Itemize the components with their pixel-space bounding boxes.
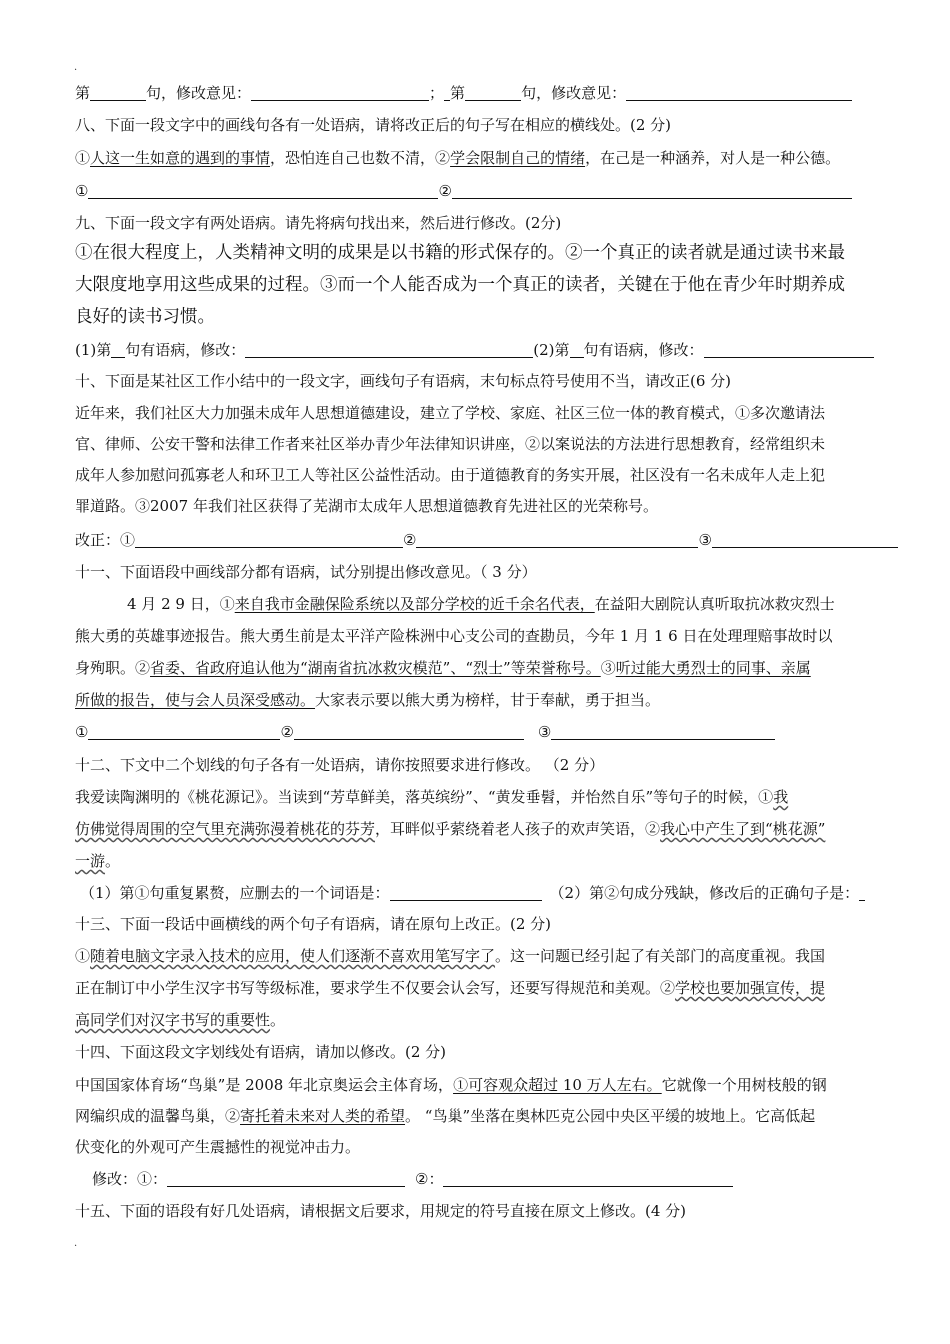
underlined-sentence: 人这一生如意的遇到的事情 [90,149,271,167]
q10-passage-line: 近年来，我们社区大力加强未成年人思想道德建设，建立了学校、家庭、社区三位一体的教育模式，①多次邀请法 [75,404,826,422]
q12-passage-line: 一游。 [75,852,121,870]
answer-blank[interactable] [88,183,438,199]
q11-passage-line: 所做的报告，使与会人员深受感动。大家表示要以熊大勇为榜样，甘于奉献，勇于担当。 [75,691,661,709]
answer-blank[interactable] [465,85,521,101]
underlined-sentence: 听过能大勇烈士的同事、亲属 [615,659,811,677]
answer-blank[interactable] [551,724,775,740]
q13-passage-line: 正在制订中小学生汉字书写等级标准，要求学生不仅要会认会写，还要写得规范和美观。②学校也要加强宣传，提 [75,979,826,997]
q8-passage: ①人这一生如意的遇到的事情，恐怕连自己也数不清，②学会限制自己的情绪，在己是一种涵养，对人是一种公德。 [75,149,841,167]
answer-blank[interactable] [135,532,403,548]
answer-blank[interactable] [390,885,542,901]
answer-blank[interactable] [452,183,852,199]
q14-answer-line: 修改：①： ②： [92,1169,914,1189]
underlined-sentence: 所做的报告，使与会人员深受感动。 [75,691,316,709]
q12-passage-line: 仿佛觉得周围的空气里充满弥漫着桃花的芬芳，耳畔似乎萦绕着老人孩子的欢声笑语，②我心中产生了到“桃花源” [75,820,826,838]
answer-blank[interactable] [712,532,898,548]
q13-passage-line: ①随着电脑文字录入技术的应用，使人们逐渐不喜欢用笔写字了。这一问题已经引起了有关部门的高度重视。我国 [75,947,826,965]
q15-title: 十五、下面的语段有好几处语病，请根据文后要求，用规定的符号直接在原文上修改。(4 分) [75,1202,687,1220]
q12-title: 十二、下文中二个划线的句子各有一处语病，请你按照要求进行修改。 （2 分） [75,756,605,774]
answer-blank[interactable] [704,342,874,358]
q9-passage-line: 良好的读书习惯。 [75,307,215,327]
underlined-sentence: 高同学们对汉字书写的重要性 [75,1011,271,1029]
q9-answer-line: (1)第 句有语病，修改： (2)第 句有语病，修改： [75,340,914,360]
q14-passage-line: 网编织成的温馨鸟巢，②寄托着未来对人类的希望。 “鸟巢”坐落在奥林匹克公园中央区平缓的坡地上。它高低起 [75,1107,816,1125]
q14-title: 十四、下面这段文字划线处有语病，请加以修改。(2 分) [75,1043,447,1061]
q11-answer-line: ① ② ③ [75,722,914,742]
q10-answer-line: 改正：① ② ③ [75,530,914,550]
bottom-dot: . [74,1238,78,1249]
q14-passage-line: 伏变化的外观可产生震撼性的视觉冲击力。 [75,1138,361,1156]
answer-blank[interactable] [90,85,146,101]
q10-passage-line: 罪道路。③2007 年我们社区获得了芜湖市太成年人思想道德教育先进社区的光荣称号。 [75,497,658,515]
q7-answer-line: 第 句，修改意见： ； 第 句，修改意见： [75,83,914,103]
answer-blank[interactable] [245,342,533,358]
q13-title: 十三、下面一段话中画横线的两个句子有语病，请在原句上改正。(2 分) [75,915,552,933]
q8-answer-line: ① ② [75,181,914,201]
q14-passage-line: 中国国家体育场“鸟巢”是 2008 年北京奥运会主体育场，①可容观众超过 10 万人左右。它就像一个用树枝般的钢 [75,1076,827,1094]
underlined-sentence: ①可容观众超过 10 万人左右。 [453,1076,662,1094]
answer-blank[interactable] [626,85,852,101]
answer-blank[interactable] [111,342,125,358]
underlined-sentence: 学校也要加强宣传，提 [675,979,826,997]
q11-title: 十一、下面语段中画线部分都有语病，试分别提出修改意见。（ 3 分） [75,563,537,581]
q9-passage-line: 大限度地享用这些成果的过程。③而一个人能否成为一个真正的读者，关键在于他在青少年时期养成 [75,275,845,295]
underlined-sentence: 省委、省政府追认他为“湖南省抗冰救灾模范”、“烈士”等荣誉称号。 [150,659,601,677]
q11-passage-line: 身殉职。②省委、省政府追认他为“湖南省抗冰救灾模范”、“烈士”等荣誉称号。③听过能大勇烈士的同事、亲属 [75,659,811,677]
underlined-sentence: 仿佛觉得周围的空气里充满弥漫着桃花的芬芳 [75,820,376,838]
answer-blank[interactable] [859,885,865,901]
q9-title: 九、下面一段文字有两处语病。请先将病句找出来，然后进行修改。(2分) [75,214,562,232]
underlined-sentence: 随着电脑文字录入技术的应用，使人们逐渐不喜欢用笔写字了 [90,947,496,965]
q8-title: 八、下面一段文字中的画线句各有一处语病，请将改正后的句子写在相应的横线处。(2 分) [75,116,672,134]
q11-passage-line: 4 月 2 9 日，①来自我市金融保险系统以及部分学校的近千余名代表，在益阳大剧院认真听取抗冰救灾烈士 [127,595,835,613]
top-dot: . [74,62,78,73]
underlined-sentence: 学会限制自己的情绪 [450,149,586,167]
q13-passage-line: 高同学们对汉字书写的重要性。 [75,1011,286,1029]
answer-blank[interactable] [416,532,698,548]
q10-passage-line: 官、律师、公安干警和法律工作者来社区举办青少年法律知识讲座，②以案说法的方法进行思想教育，经常组织未 [75,435,826,453]
q12-passage-line: 我爱读陶渊明的《桃花源记》。当读到“芳草鲜美，落英缤纷”、“黄发垂髫，并怡然自乐”等句子的时候，①我 [75,788,789,806]
answer-blank[interactable] [443,1171,733,1187]
underlined-sentence: 寄托着未来对人类的希望 [240,1107,406,1125]
answer-blank[interactable] [570,342,584,358]
underlined-sentence: 一游 [75,852,106,870]
q10-title: 十、下面是某社区工作小结中的一段文字，画线句子有语病，末句标点符号使用不当，请改正(6 分) [75,372,732,390]
q9-passage-line: ①在很大程度上，人类精神文明的成果是以书籍的形式保存的。②一个真正的读者就是通过读书来最 [75,243,845,263]
q10-passage-line: 成年人参加慰问孤寡老人和环卫工人等社区公益性活动。由于道德教育的务实开展，社区没有一名未成年人走上犯 [75,466,826,484]
answer-blank[interactable] [294,724,524,740]
answer-blank[interactable] [167,1171,405,1187]
q11-passage-line: 熊大勇的英雄事迹报告。熊大勇生前是太平洋产险株洲中心支公司的查勘员，今年 1 月 1 6 日在处理理赔事故时以 [75,627,833,645]
answer-blank[interactable] [88,724,280,740]
underlined-sentence: 来自我市金融保险系统以及部分学校的近千余名代表， [234,595,595,613]
q12-answer-line: （1）第①句重复累赘，应删去的一个词语是： （2）第②句成分残缺，修改后的正确句子是： [80,883,914,903]
underlined-sentence: 我心中产生了到“桃花源” [660,820,826,838]
answer-blank[interactable] [251,85,429,101]
underlined-sentence: 我 [773,788,789,806]
